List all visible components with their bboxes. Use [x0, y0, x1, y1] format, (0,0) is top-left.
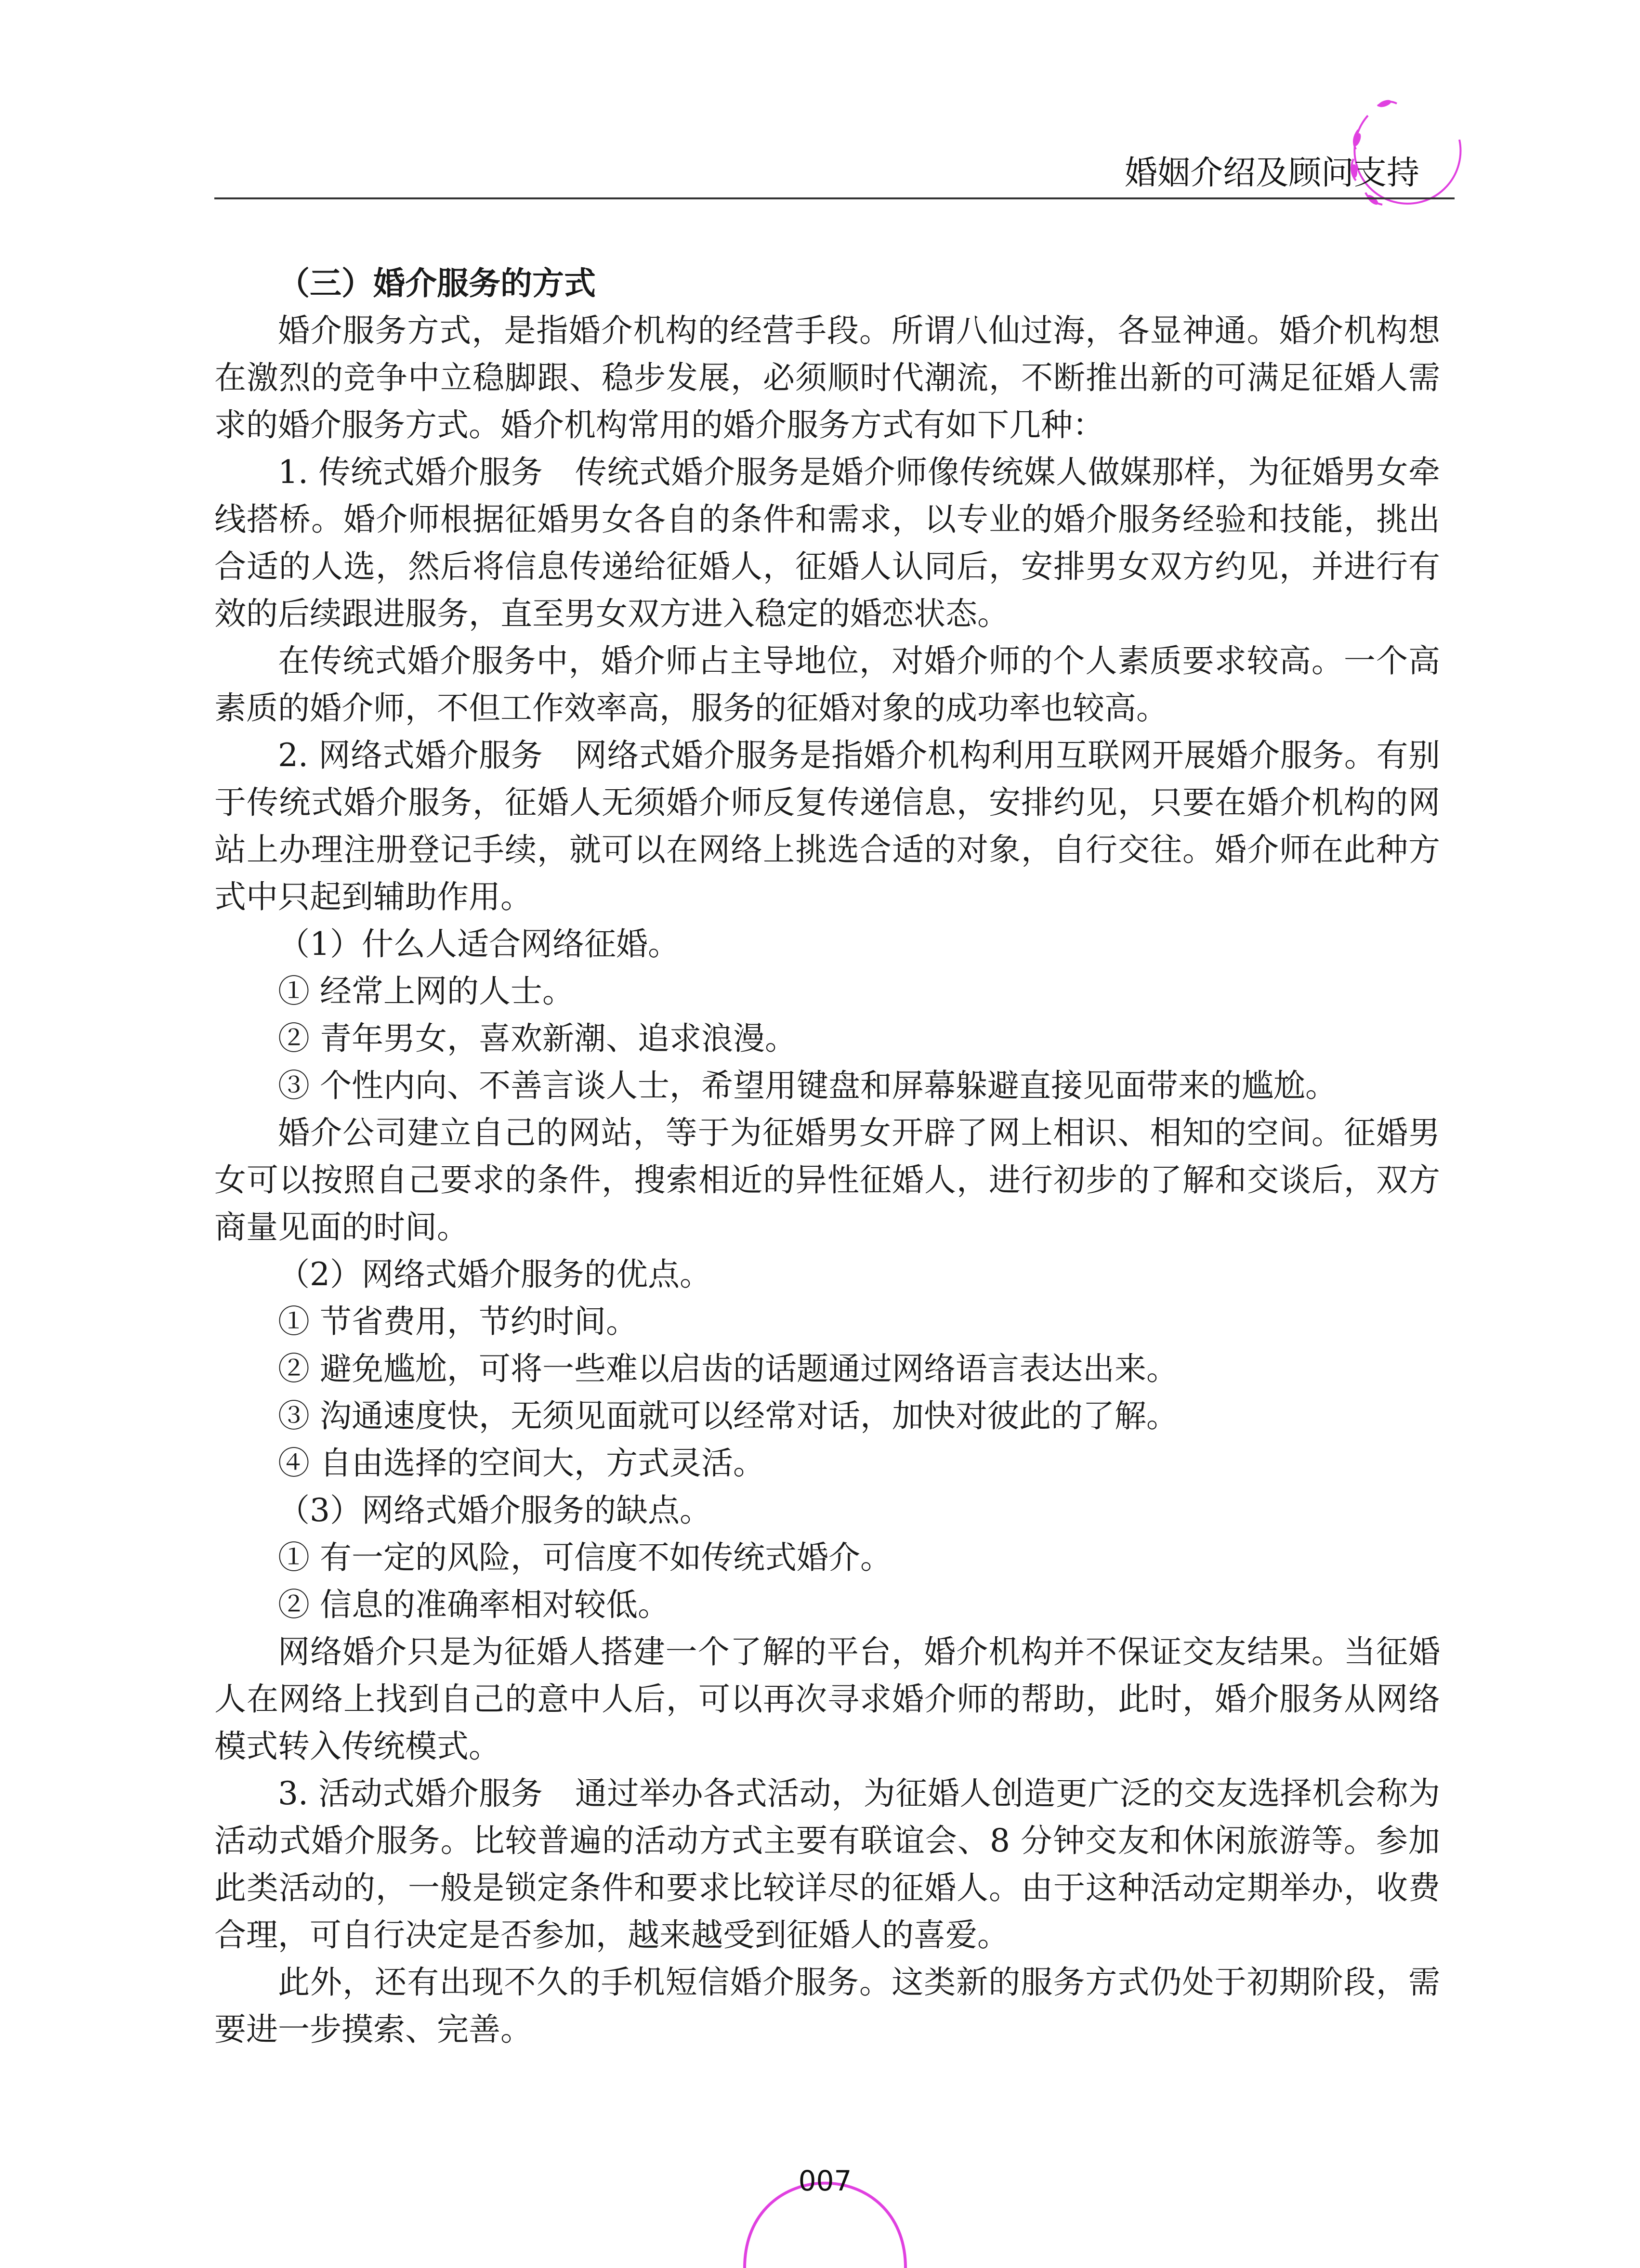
list-item: ① 节省费用，节约时间。	[278, 1303, 638, 1340]
method-1-title: 1. 传统式婚介服务	[278, 454, 543, 491]
list-item: ② 青年男女，喜欢新潮、追求浪漫。	[278, 1020, 797, 1057]
running-header-title: 婚姻介绍及顾问支持	[1125, 154, 1420, 192]
intro-paragraph: 婚介服务方式，是指婚介机构的经营手段。所谓八仙过海，各显神通。婚介机构想在激烈的竞争中立稳脚跟、稳步发展，必须顺时代潮流，不断推出新的可满足征婚人需求的婚介服务方式。婚介机构常用的婚介服务方式有如下几种：	[214, 312, 1440, 443]
list-item: ③ 个性内向、不善言谈人士，希望用键盘和屏幕躲避直接见面带来的尴尬。	[278, 1067, 1337, 1104]
page-number: 007	[798, 2164, 852, 2197]
method-2-title: 2. 网络式婚介服务	[278, 737, 543, 774]
method-1-text: 传统式婚介服务是婚介师像传统媒人做媒那样，为征婚男女牵线搭桥。婚介师根据征婚男女各自的条件和需求，以专业的婚介服务经验和技能，挑出合适的人选，然后将信息传递给征婚人，征婚人认同后，安排男女双方约见，并进行有效的后续跟进服务，直至男女双方进入稳定的婚恋状态。	[214, 454, 1441, 632]
list-item: ③ 沟通速度快，无须见面就可以经常对话，加快对彼此的了解。	[278, 1397, 1178, 1434]
header-divider	[214, 197, 1455, 199]
question-2: （2）网络式婚介服务的优点。	[278, 1256, 711, 1293]
method-3-text: 通过举办各式活动，为征婚人创造更广泛的交友选择机会称为活动式婚介服务。比较普遍的活动方式主要有联谊会、8 分钟交友和休闲旅游等。参加此类活动的，一般是锁定条件和要求比较详尽的征婚人。由于这种活动定期举办，收费合理，可自行决定是否参加，越来越受到征婚人的喜爱。	[214, 1775, 1441, 1954]
method-2-summary: 网络婚介只是为征婚人搭建一个了解的平台，婚介机构并不保证交友结果。当征婚人在网络上找到自己的意中人后，可以再次寻求婚介师的帮助，此时，婚介服务从网络模式转入传统模式。	[214, 1633, 1440, 1765]
list-item: ① 经常上网的人士。	[278, 973, 574, 1010]
list-item: ② 信息的准确率相对较低。	[278, 1586, 669, 1623]
list-item: ① 有一定的风险，可信度不如传统式婚介。	[278, 1539, 892, 1576]
question-3: （3）网络式婚介服务的缺点。	[278, 1492, 711, 1529]
method-3-paragraph	[214, 1770, 1440, 1959]
method-2-note: 婚介公司建立自己的网站，等于为征婚男女开辟了网上相识、相知的空间。征婚男女可以按照自己要求的条件，搜索相近的异性征婚人，进行初步的了解和交谈后，双方商量见面的时间。	[214, 1114, 1440, 1246]
method-3-title: 3. 活动式婚介服务	[278, 1775, 543, 1812]
section-heading: （三）婚介服务的方式	[278, 265, 596, 302]
question-1: （1）什么人适合网络征婚。	[278, 925, 680, 963]
method-2-text: 网络式婚介服务是指婚介机构利用互联网开展婚介服务。有别于传统式婚介服务，征婚人无须婚介师反复传递信息，安排约见，只要在婚介机构的网站上办理注册登记手续，就可以在网络上挑选合适的对象，自行交往。婚介师在此种方式中只起到辅助作用。	[214, 737, 1441, 915]
method-1-note: 在传统式婚介服务中，婚介师占主导地位，对婚介师的个人素质要求较高。一个高素质的婚介师，不但工作效率高，服务的征婚对象的成功率也较高。	[214, 642, 1440, 727]
list-item: ④ 自由选择的空间大，方式灵活。	[278, 1445, 765, 1482]
closing-paragraph: 此外，还有出现不久的手机短信婚介服务。这类新的服务方式仍处于初期阶段，需要进一步摸索、完善。	[214, 1964, 1440, 2048]
method-1-paragraph	[214, 449, 1440, 638]
list-item: ② 避免尴尬，可将一些难以启齿的话题通过网络语言表达出来。	[278, 1350, 1178, 1387]
page-body	[214, 260, 1440, 2053]
method-2-paragraph	[214, 732, 1440, 921]
